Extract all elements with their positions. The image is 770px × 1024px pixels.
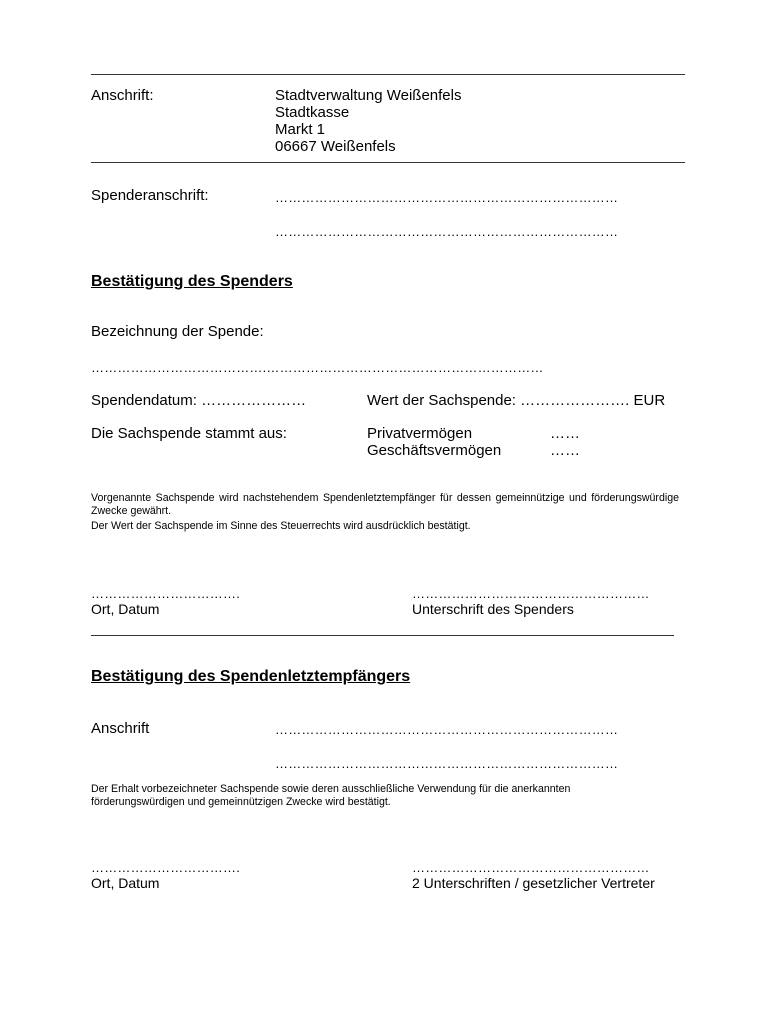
business-assets-checkbox[interactable]: …… (550, 442, 580, 459)
donation-origin-label: Die Sachspende stammt aus: (91, 425, 287, 442)
donor-place-date-label: Ort, Datum (91, 601, 160, 617)
donor-address-dots-2[interactable]: …………………………………………………………………… (275, 224, 619, 239)
recipient-signature-label: 2 Unterschriften / gesetzlicher Vertreter (412, 875, 655, 891)
donor-paragraph-1: Vorgenannte Sachspende wird nachstehendem Spendenletztempfänger für dessen gemeinnützige und förderungswürdige Zwecke gewährt. (91, 492, 679, 517)
donor-signature-label: Unterschrift des Spenders (412, 601, 574, 617)
recipient-address-dots-2[interactable]: …………………………………………………………………… (275, 756, 619, 771)
address-rule (91, 162, 685, 163)
designation-dots[interactable]: ………………………………….……………………………………………………… (91, 360, 544, 375)
donor-signature-dots[interactable]: ……………………………………………… (412, 586, 650, 601)
address-line-1: Stadtverwaltung Weißenfels (275, 87, 462, 104)
top-rule (91, 74, 685, 75)
donation-value-label: Wert der Sachspende: …………………. EUR (367, 392, 666, 409)
donor-section-heading: Bestätigung des Spenders (91, 273, 293, 290)
private-assets-label: Privatvermögen (367, 425, 473, 442)
recipient-signature-dots[interactable]: ……………………………………………… (412, 860, 650, 875)
donor-place-date-dots[interactable]: ……………………………. (91, 586, 241, 601)
business-assets-label: Geschäftsvermögen (367, 442, 502, 459)
section-rule (91, 635, 674, 636)
recipient-place-date-label: Ort, Datum (91, 875, 160, 891)
donor-address-dots-1[interactable]: …………………………………………………………………… (275, 190, 619, 205)
address-label: Anschrift: (91, 87, 154, 104)
recipient-place-date-dots[interactable]: ……………………………. (91, 860, 241, 875)
address-line-4: 06667 Weißenfels (275, 138, 396, 155)
recipient-paragraph: Der Erhalt vorbezeichneter Sachspende sowie deren ausschließliche Verwendung für die anerkannten förderungswürdigen und gemeinnützigen Zwecke wird bestätigt. (91, 783, 571, 808)
donor-address-label: Spenderanschrift: (91, 187, 209, 204)
recipient-section-heading: Bestätigung des Spendenletztempfängers (91, 668, 411, 685)
address-line-2: Stadtkasse (275, 104, 350, 121)
designation-label: Bezeichnung der Spende: (91, 323, 264, 340)
recipient-address-dots-1[interactable]: …………………………………………………………………… (275, 722, 619, 737)
address-line-3: Markt 1 (275, 121, 326, 138)
private-assets-checkbox[interactable]: …… (550, 425, 580, 442)
donor-paragraph-2: Der Wert der Sachspende im Sinne des Steuerrechts wird ausdrücklich bestätigt. (91, 520, 471, 532)
donation-date-label: Spendendatum: ………………… (91, 392, 307, 409)
recipient-address-label: Anschrift (91, 720, 150, 737)
